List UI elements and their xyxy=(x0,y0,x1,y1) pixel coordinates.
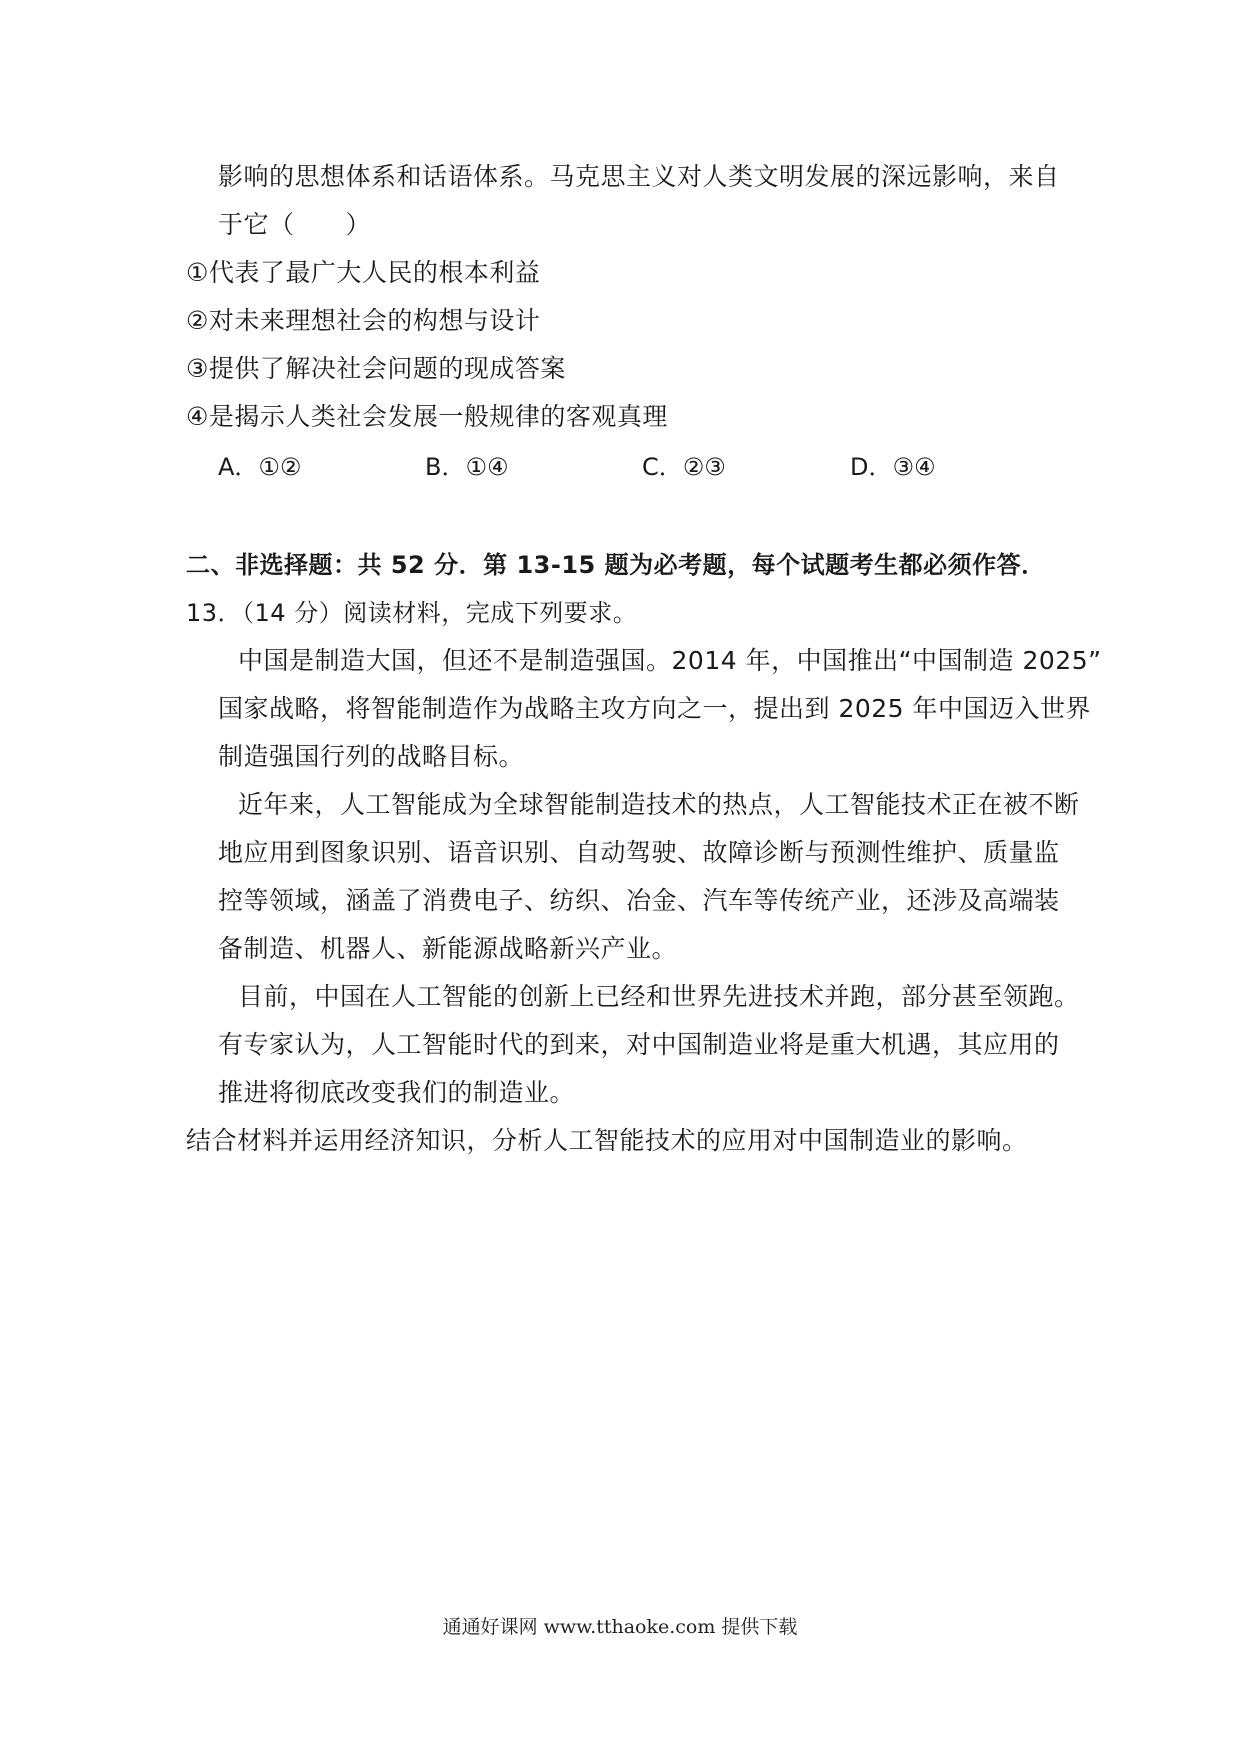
q13-para3-line1: 目前，中国在人工智能的创新上已经和世界先进技术并跑，部分甚至领跑。 xyxy=(238,982,1080,1011)
q13-para1-line2: 国家战略，将智能制造作为战略主攻方向之一，提出到 2025 年中国迈入世界 xyxy=(218,694,1092,723)
q12-option-c: C．②③ xyxy=(642,453,726,481)
q12-item-2: ②对未来理想社会的构想与设计 xyxy=(186,306,541,335)
q13-para2-line2: 地应用到图象识别、语音识别、自动驾驶、故障诊断与预测性维护、质量监 xyxy=(218,838,1060,867)
q12-stem-line-1: 影响的思想体系和话语体系。马克思主义对人类文明发展的深远影响，来自 xyxy=(218,162,1060,191)
q13-para1-line1: 中国是制造大国，但还不是制造强国。2014 年，中国推出“中国制造 2025” xyxy=(238,646,1102,675)
q13-para2-line4: 备制造、机器人、新能源战略新兴产业。 xyxy=(218,934,678,963)
q12-item-3: ③提供了解决社会问题的现成答案 xyxy=(186,354,566,383)
q13-para3-line2: 有专家认为，人工智能时代的到来，对中国制造业将是重大机遇，其应用的 xyxy=(218,1030,1060,1059)
q12-option-b: B．①④ xyxy=(425,453,509,481)
footer-credit: 通通好课网 www.tthaoke.com 提供下载 xyxy=(442,1616,798,1638)
q13-title: 13．（14 分）阅读材料，完成下列要求。 xyxy=(186,599,638,627)
q12-option-a: A．①② xyxy=(218,453,302,481)
section2-heading: 二、非选择题：共 52 分．第 13-15 题为必考题，每个试题考生都必须作答． xyxy=(186,551,1046,579)
q12-stem-line-2: 于它（ ） xyxy=(218,210,372,239)
q12-item-1: ①代表了最广大人民的根本利益 xyxy=(186,258,541,287)
q13-para2-line1: 近年来，人工智能成为全球智能制造技术的热点，人工智能技术正在被不断 xyxy=(238,790,1080,819)
q13-para2-line3: 控等领域，涵盖了消费电子、纺织、冶金、汽车等传统产业，还涉及高端装 xyxy=(218,886,1060,915)
q13-para3-line3: 推进将彻底改变我们的制造业。 xyxy=(218,1078,576,1107)
q12-option-d: D．③④ xyxy=(850,453,936,481)
q13-para1-line3: 制造强国行列的战略目标。 xyxy=(218,742,525,771)
q12-item-4: ④是揭示人类社会发展一般规律的客观真理 xyxy=(186,402,668,431)
q13-requirement: 结合材料并运用经济知识，分析人工智能技术的应用对中国制造业的影响。 xyxy=(186,1126,1028,1155)
